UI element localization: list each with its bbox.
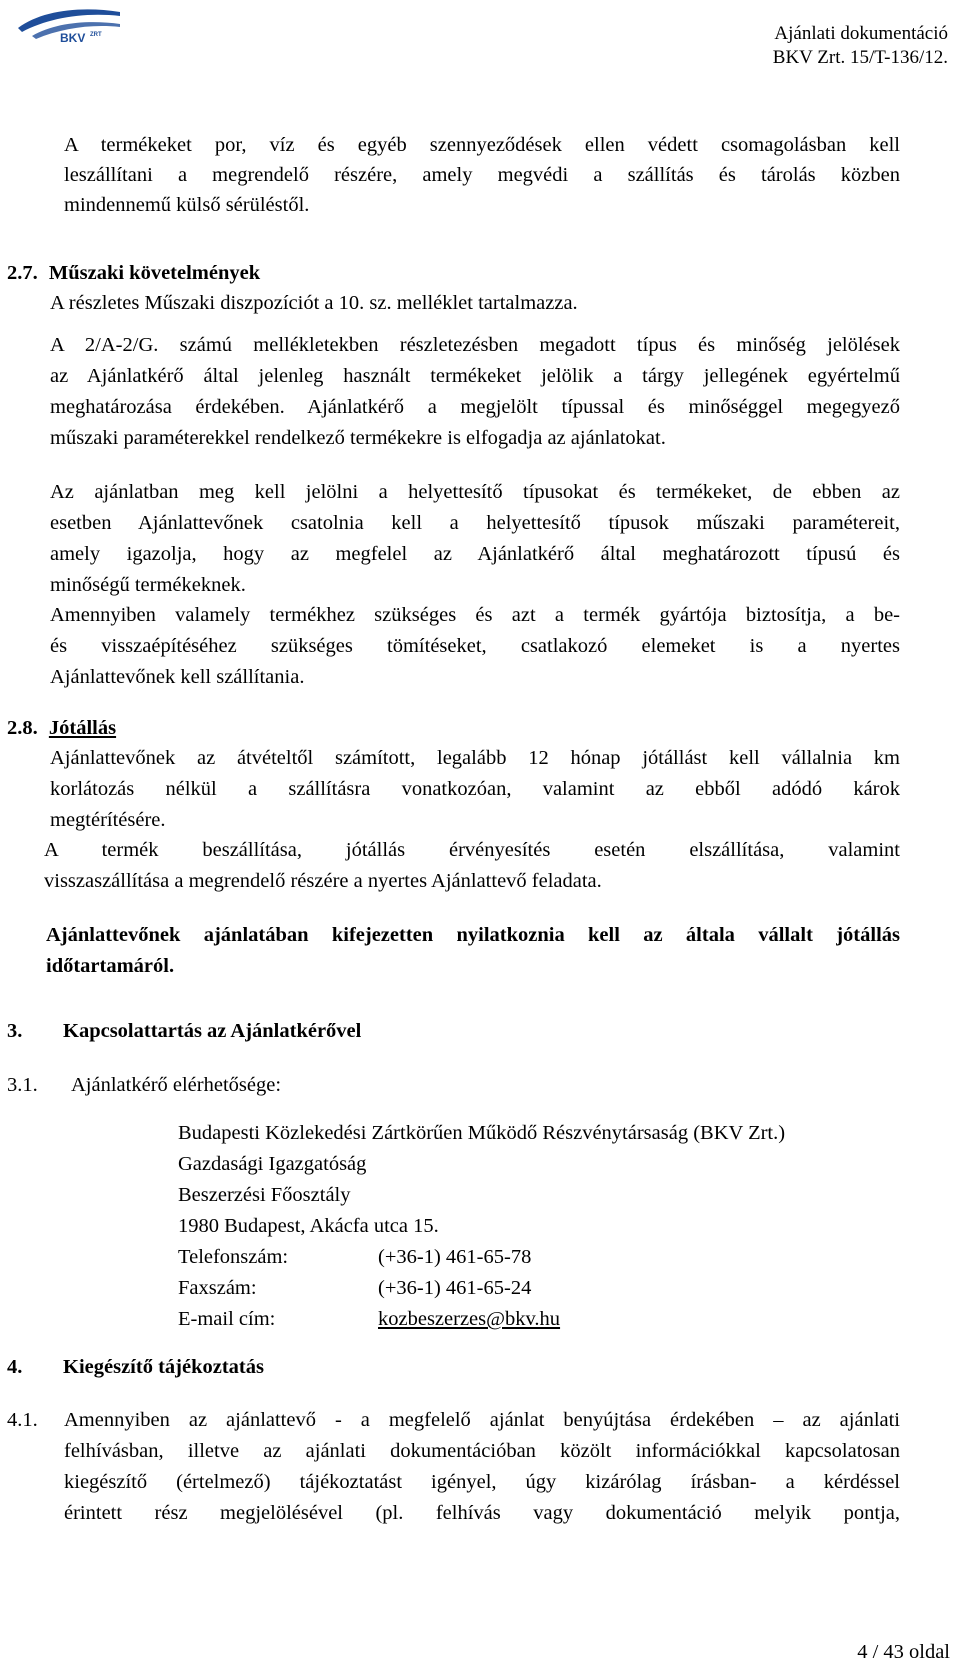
section-number: 2.7. [7, 262, 38, 284]
s27-p3-line-2: esetben Ajánlattevőnek csatolnia kell a helyettesítő típusok műszaki paramétereit, [50, 512, 900, 534]
postal-address: 1980 Budapest, Akácfa utca 15. [178, 1215, 439, 1237]
org-name: Budapesti Közlekedési Zártkörűen Működő Részvénytársaság (BKV Zrt.) [178, 1122, 786, 1144]
section-2-8-heading [7, 713, 116, 744]
s27-p2-line-3: meghatározása érdekében. Ajánlatkérő a megjelölt típussal és minőséggel megegyező [50, 396, 900, 418]
fax-label: Faxszám: [178, 1277, 257, 1299]
s28-p1-line-2: korlátozás nélkül a szállításra vonatkozóan, valamint az ebből adódó károk [50, 778, 900, 800]
svg-text:ZRT: ZRT [90, 32, 102, 38]
section-title: Kiegészítő tájékoztatás [63, 1356, 264, 1378]
s4-line-3: kiegészítő (értelmező) tájékoztatást igényel, úgy kizárólag írásban- a kérdéssel [64, 1471, 900, 1493]
document-header [773, 22, 948, 70]
section-title: Jótállás [48, 717, 117, 739]
email-row [178, 1304, 785, 1335]
section-number: 3. [7, 1020, 23, 1042]
s27-p3-line-4: minőségű termékeknek. [50, 574, 246, 596]
section-number: 4. [7, 1356, 23, 1378]
s4-line-4: érintett rész megjelölésével (pl. felhívás vagy dokumentáció melyik pontja, [64, 1502, 900, 1524]
doc-reference: BKV Zrt. 15/T-136/12. [772, 47, 948, 68]
intro-line-1: A termékeket por, víz és egyéb szennyeződések ellen védett csomagolásban kell [64, 134, 900, 156]
department: Gazdasági Igazgatóság [178, 1153, 367, 1175]
subsection-title: Ajánlatkérő elérhetősége: [71, 1074, 282, 1096]
s28-p1-line-1: Ajánlattevőnek az átvételtől számított, legalább 12 hónap jótállást kell vállalnia km [50, 747, 900, 769]
s27-p4-line-3: Ajánlattevőnek kell szállítania. [50, 666, 305, 688]
section-3-1-heading [7, 1070, 281, 1101]
s27-p2-line-4: műszaki paraméterekkel rendelkező termékekre is elfogadja az ajánlatokat. [50, 427, 666, 449]
section-3-heading [7, 1016, 361, 1047]
doc-title: Ajánlati dokumentáció [774, 23, 948, 44]
s27-p4-line-1: Amennyiben valamely termékhez szükséges és azt a termék gyártója biztosítja, a be- [50, 604, 900, 626]
phone-value: (+36-1) 461-65-78 [378, 1246, 532, 1268]
section-title: Műszaki követelmények [48, 262, 261, 284]
subsection-number: 3.1. [7, 1074, 38, 1096]
division: Beszerzési Főosztály [178, 1184, 351, 1206]
fax-value: (+36-1) 461-65-24 [378, 1277, 532, 1299]
s28-p2-line-1: A termék beszállítása, jótállás érvényesítés esetén elszállítása, valamint [44, 839, 900, 861]
s27-line-1: A részletes Műszaki diszpozíciót a 10. sz. melléklet tartalmazza. [50, 292, 578, 314]
page-number: 4 / 43 oldal [857, 1641, 950, 1663]
phone-label: Telefonszám: [178, 1246, 289, 1268]
s27-p3-line-1: Az ajánlatban meg kell jelölni a helyettesítő típusokat és termékeket, de ebben az [50, 481, 900, 503]
phone-row [178, 1242, 785, 1273]
svg-text:BKV: BKV [60, 31, 86, 45]
contact-block [178, 1118, 785, 1335]
section-number: 2.8. [7, 717, 38, 739]
intro-line-2: leszállítani a megrendelő részére, amely megvédi a szállítás és tárolás közben [64, 164, 900, 186]
section-4-1-number: 4.1. [7, 1409, 38, 1431]
section-4-heading [7, 1352, 264, 1383]
s28-bold-line-1: Ajánlattevőnek ajánlatában kifejezetten nyilatkoznia kell az általa vállalt jótállás [46, 924, 900, 946]
bkv-logo [12, 2, 124, 46]
email-label: E-mail cím: [178, 1308, 276, 1330]
s28-p1-line-3: megtérítésére. [50, 809, 166, 831]
s27-p2-line-1: A 2/A-2/G. számú mellékletekben részletezésben megadott típus és minőség jelölések [50, 334, 900, 356]
s27-p3-line-3: amely igazolja, hogy az megfelel az Ajánlatkérő által meghatározott típusú és [50, 543, 900, 565]
section-title: Kapcsolattartás az Ajánlatkérővel [63, 1020, 362, 1042]
s28-bold-line-2: időtartamáról. [46, 955, 175, 977]
s28-p2-line-2: visszaszállítása a megrendelő részére a nyertes Ajánlattevő feladata. [44, 870, 602, 892]
email-link[interactable]: kozbeszerzes@bkv.hu [378, 1308, 561, 1330]
s4-line-1: Amennyiben az ajánlattevő - a megfelelő ajánlat benyújtása érdekében – az ajánlati [64, 1409, 900, 1431]
s27-p4-line-2: és visszaépítéséhez szükséges tömítéseket, csatlakozó elemeket is a nyertes [50, 635, 900, 657]
s27-p2-line-2: az Ajánlatkérő által jelenleg használt termékeket jelölik a tárgy jellegének egyértelmű [50, 365, 900, 387]
fax-row [178, 1273, 785, 1304]
intro-line-3: mindennemű külső sérüléstől. [64, 194, 310, 216]
s4-line-2: felhívásban, illetve az ajánlati dokumentációban közölt információkkal kapcsolatosan [64, 1440, 900, 1462]
section-2-7-heading [7, 258, 260, 289]
